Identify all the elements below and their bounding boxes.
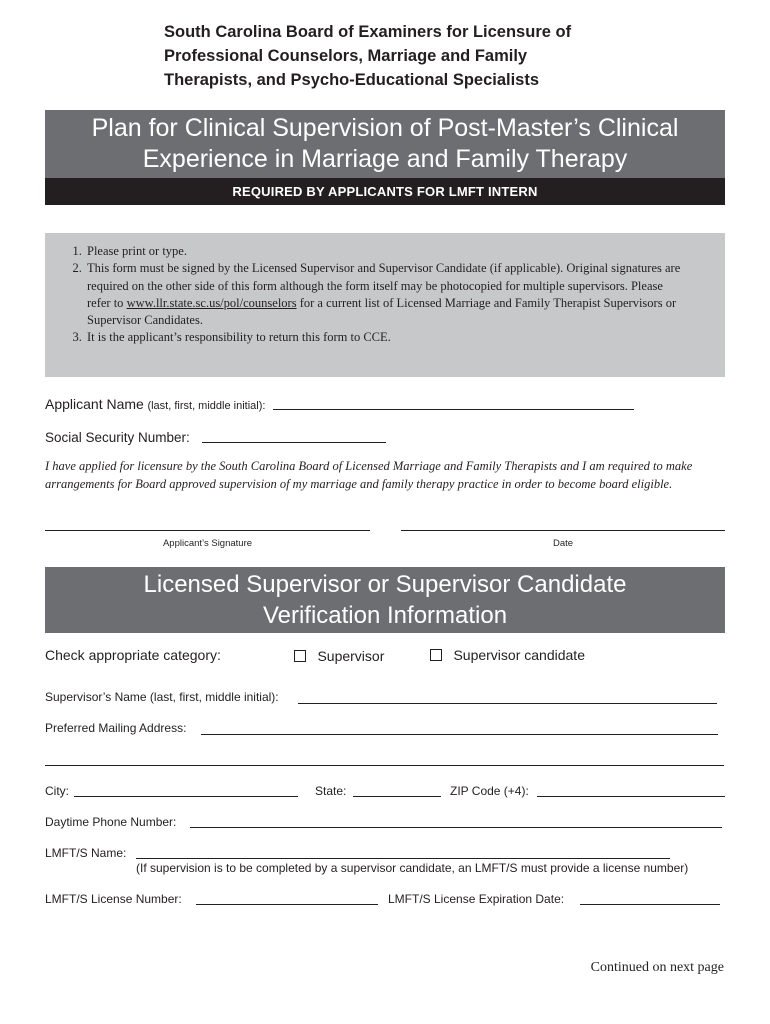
city-field[interactable] (74, 796, 298, 797)
daytime-phone-label: Daytime Phone Number: (45, 815, 177, 829)
lmft-name-field[interactable] (136, 858, 670, 859)
license-expiration-label: LMFT/S License Expiration Date: (388, 892, 565, 906)
applicant-date-field[interactable] (401, 530, 725, 531)
state-label: State: (315, 784, 347, 798)
mailing-address-field-line-2[interactable] (45, 765, 724, 766)
category-label: Check appropriate category: (45, 647, 221, 663)
supervisor-option-label: Supervisor (317, 648, 385, 664)
license-number-label: LMFT/S License Number: (45, 892, 182, 906)
applicant-name-label (45, 396, 265, 412)
zip-label: ZIP Code (+4): (450, 784, 529, 798)
form-title-banner (45, 110, 725, 178)
applicant-signature-caption: Applicant’s Signature (162, 538, 253, 549)
daytime-phone-field[interactable] (190, 827, 722, 828)
mailing-address-field[interactable] (201, 734, 718, 735)
instruction-item-2 (85, 260, 685, 329)
applicant-date-caption: Date (552, 538, 574, 549)
applicant-signature-field[interactable] (45, 530, 370, 531)
form-title-line-2: Experience in Marriage and Family Therapy (142, 145, 628, 173)
city-label: City: (45, 784, 69, 798)
continued-note: Continued on next page (590, 960, 724, 975)
required-notice: REQUIRED BY APPLICANTS FOR LMFT INTERN (45, 178, 725, 205)
supervisor-section-banner (45, 567, 725, 633)
supervisor-candidate-option-label: Supervisor candidate (453, 647, 585, 663)
license-number-field[interactable] (196, 904, 378, 905)
applicant-name-field[interactable] (273, 409, 634, 410)
license-expiration-field[interactable] (580, 904, 720, 905)
instruction-item-1: 1. Please print or type. (85, 243, 685, 260)
instruction-item-2-text-a: This form must be signed by the Licensed Supervisor and Supervisor Candidate (if applicable). Original signatures are required on the other side of this form although the form itself may be photocopied for multiple supervisors. Please refer to (87, 261, 681, 310)
mailing-address-label: Preferred Mailing Address: (45, 721, 187, 735)
applicant-name-label-text: Applicant Name (45, 396, 144, 412)
supervisor-checkbox[interactable] (294, 650, 306, 662)
instruction-item-2-text-b: for a current list of Licensed Marriage and Family Therapist Supervisors or Supervisor Candidates. (87, 295, 677, 328)
state-field[interactable] (353, 796, 441, 797)
ssn-label: Social Security Number: (45, 430, 190, 445)
supervisor-candidate-option[interactable] (430, 647, 585, 665)
ssn-field[interactable] (202, 442, 386, 443)
board-title-line-1: South Carolina Board of Examiners for Licensure of (164, 23, 572, 41)
instruction-item-3: 3. It is the applicant’s responsibility to return this form to CCE. (85, 329, 685, 346)
supervisor-option[interactable] (294, 648, 384, 666)
applicant-statement: I have applied for licensure by the South Carolina Board of Licensed Marriage and Family Therapists and I am required to make arrangements for Board approved supervision of my marriage and family therapy practice in order to become board eligible. (45, 459, 693, 491)
board-title-line-2: Professional Counselors, Marriage and Family (164, 47, 528, 65)
lmft-name-label: LMFT/S Name: (45, 846, 127, 860)
supervisor-name-field[interactable] (298, 703, 717, 704)
counselors-list-link[interactable]: www.llr.state.sc.us/pol/counselors (126, 295, 297, 310)
supervisor-candidate-checkbox[interactable] (430, 649, 442, 661)
board-title-line-3: Therapists, and Psycho-Educational Specialists (164, 71, 540, 89)
applicant-name-hint: (last, first, middle initial): (147, 400, 266, 412)
board-title (164, 20, 724, 92)
supervisor-section-title-line-1: Licensed Supervisor or Supervisor Candidate (143, 571, 627, 598)
lmft-name-note: (If supervision is to be completed by a supervisor candidate, an LMFT/S must provide a license number) (136, 861, 689, 875)
zip-field[interactable] (537, 796, 725, 797)
instructions-box (45, 233, 725, 377)
supervisor-section-title-line-2: Verification Information (262, 602, 508, 629)
supervisor-name-label: Supervisor’s Name (last, first, middle initial): (45, 690, 279, 704)
form-title-line-1: Plan for Clinical Supervision of Post-Master’s Clinical (91, 114, 679, 142)
